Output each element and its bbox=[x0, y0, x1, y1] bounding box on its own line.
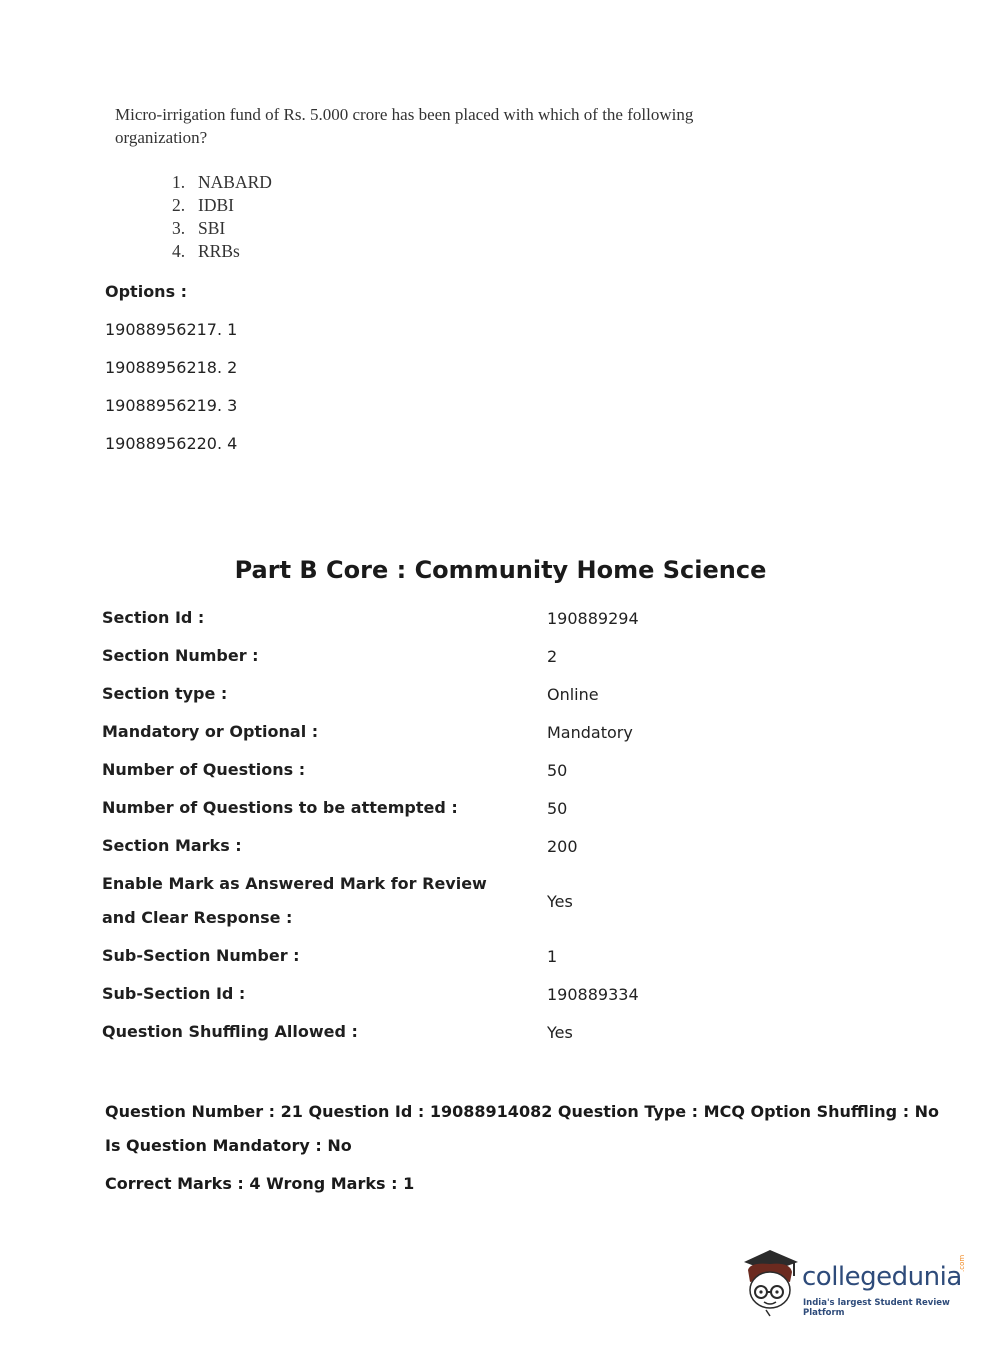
logo-suffix: .com bbox=[958, 1254, 966, 1272]
option-item: 19088956219. 3 bbox=[105, 396, 238, 415]
info-label: Number of Questions to be attempted : bbox=[102, 798, 458, 817]
info-label: Section Id : bbox=[102, 608, 205, 627]
info-label: Section Number : bbox=[102, 646, 259, 665]
info-value: 190889334 bbox=[547, 985, 639, 1004]
question-meta-line: Is Question Mandatory : No bbox=[105, 1136, 352, 1155]
options-heading: Options : bbox=[105, 282, 188, 301]
question-text: Micro-irrigation fund of Rs. 5.000 crore has been placed with which of the following organization? bbox=[115, 105, 694, 147]
list-item: 3. SBI bbox=[172, 218, 226, 238]
option-item: 19088956217. 1 bbox=[105, 320, 238, 339]
info-value: 50 bbox=[547, 761, 568, 780]
info-label: Section type : bbox=[102, 684, 228, 703]
info-label: Enable Mark as Answered Mark for Review and Clear Response : bbox=[102, 874, 487, 927]
info-value: Yes bbox=[547, 892, 573, 911]
info-value: Yes bbox=[547, 1023, 573, 1042]
list-item: 1. NABARD bbox=[172, 172, 272, 192]
info-value: 2 bbox=[547, 647, 558, 666]
info-value: 1 bbox=[547, 947, 558, 966]
info-label: Section Marks : bbox=[102, 836, 242, 855]
section-title: Part B Core : Community Home Science bbox=[234, 556, 767, 584]
info-value: 200 bbox=[547, 837, 578, 856]
info-label: Mandatory or Optional : bbox=[102, 722, 319, 741]
info-value: 50 bbox=[547, 799, 568, 818]
option-item: 19088956218. 2 bbox=[105, 358, 238, 377]
info-label: Question Shuffling Allowed : bbox=[102, 1022, 358, 1041]
info-value: Online bbox=[547, 685, 599, 704]
question-meta-line: Question Number : 21 Question Id : 19088914082 Question Type : MCQ Option Shuffling : No bbox=[105, 1102, 940, 1121]
choice-list bbox=[172, 171, 272, 263]
info-value: Mandatory bbox=[547, 723, 633, 742]
logo-wordmark: collegedunia bbox=[802, 1262, 962, 1292]
info-label: Number of Questions : bbox=[102, 760, 306, 779]
option-item: 19088956220. 4 bbox=[105, 434, 238, 453]
info-value: 190889294 bbox=[547, 609, 639, 628]
collegedunia-logo bbox=[740, 1248, 970, 1318]
list-item: 4. RRBs bbox=[172, 241, 240, 261]
info-label: Sub-Section Number : bbox=[102, 946, 300, 965]
logo-tagline: India's largest Student Review Platform bbox=[803, 1298, 950, 1318]
info-label: Sub-Section Id : bbox=[102, 984, 246, 1003]
question-meta-line: Correct Marks : 4 Wrong Marks : 1 bbox=[105, 1174, 415, 1193]
list-item: 2. IDBI bbox=[172, 195, 234, 215]
student-mascot-icon bbox=[740, 1248, 800, 1318]
